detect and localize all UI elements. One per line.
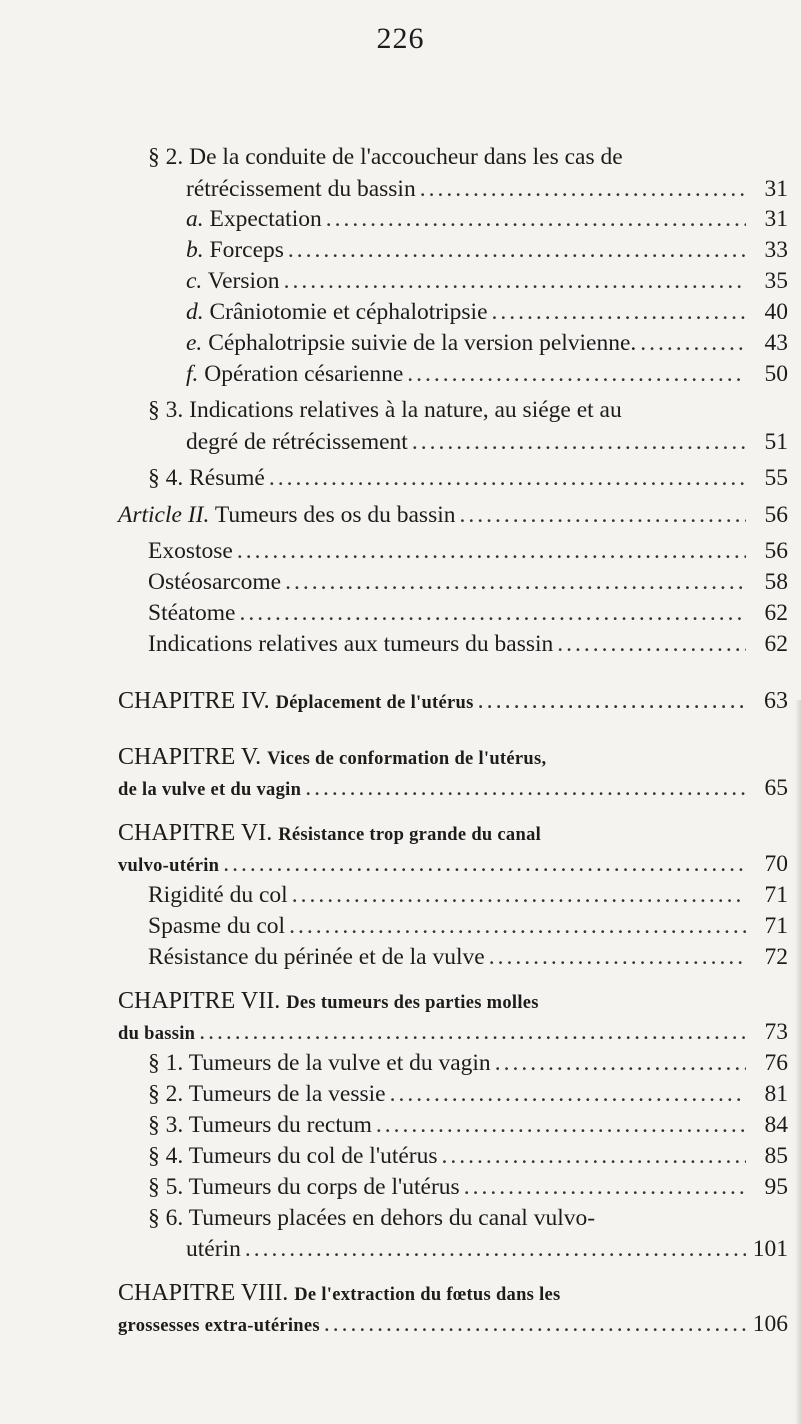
toc-entry-text: Indications relatives aux tumeurs du bassin <box>148 631 554 657</box>
toc-page-number: 62 <box>764 631 788 657</box>
toc-page-number: 33 <box>764 237 788 263</box>
leader-dots <box>420 174 746 204</box>
leader-dots <box>478 686 746 716</box>
article-label: Article II. <box>118 502 210 528</box>
toc-entry-text: Céphalotripsie suivie de la version pelvienne. <box>208 330 637 356</box>
toc-entry-osteosarcome <box>148 567 788 597</box>
leader-dots <box>288 235 746 265</box>
leader-dots <box>284 266 746 296</box>
toc-entry-text: Forceps <box>209 237 284 263</box>
leader-dots <box>557 629 746 659</box>
toc-page-number: 58 <box>764 569 788 595</box>
toc-entry-text: § 3. Tumeurs du rectum <box>148 1112 372 1138</box>
toc-entry-text: § 5. Tumeurs du corps de l'utérus <box>148 1174 460 1200</box>
toc-page-number: 56 <box>764 502 788 528</box>
toc-entry-s4 <box>148 463 788 493</box>
toc-entry-text: Ostéosarcome <box>148 569 282 595</box>
toc-chapter-4 <box>118 686 788 718</box>
toc-entry-tumeurs-2 <box>148 1079 788 1109</box>
chapter-title: Des tumeurs des parties molles <box>286 993 539 1013</box>
toc-page-number: 85 <box>764 1143 788 1169</box>
toc-entry-text: utérin <box>186 1236 241 1262</box>
toc-entry-rigidite <box>148 880 788 910</box>
toc-entry-c <box>186 266 788 296</box>
chapter-title-continued: vulvo-utérin <box>118 856 220 876</box>
toc-entry-s2-line1: § 2. De la conduite de l'accoucheur dans les cas de <box>148 144 623 170</box>
toc-entry-text: Opération césarienne <box>204 361 404 387</box>
toc-page-number: 101 <box>752 1236 788 1262</box>
chapter-title-continued: du bassin <box>118 1024 196 1044</box>
chapter-title-continued: grossesses extra-utérines <box>118 1316 320 1336</box>
toc-page-number: 50 <box>764 361 788 387</box>
toc-chapter-8 <box>118 1309 788 1341</box>
toc-entry-s3 <box>186 427 788 457</box>
leader-dots <box>464 1172 746 1202</box>
toc-entry-indications <box>148 629 788 659</box>
chapter-label: CHAPITRE VI. <box>118 820 273 846</box>
chapter-title-continued: de la vulve et du vagin <box>118 780 302 800</box>
leader-dots <box>324 1309 746 1339</box>
leader-dots <box>269 463 746 493</box>
toc-item-letter: e. <box>186 330 203 356</box>
chapter-title: Vices de conformation de l'utérus, <box>267 749 547 769</box>
toc-entry-f <box>186 359 788 389</box>
toc-entry-text: § 4. Résumé <box>148 465 265 491</box>
toc-entry-article-2 <box>118 500 788 530</box>
leader-dots <box>326 204 746 234</box>
toc-page-number: 31 <box>764 206 788 232</box>
toc-page-number: 81 <box>764 1081 788 1107</box>
chapter-title: De l'extraction du fœtus dans les <box>294 1285 561 1305</box>
toc-entry-text: § 2. Tumeurs de la vessie <box>148 1081 386 1107</box>
toc-entry-tumeurs-1 <box>148 1048 788 1078</box>
leader-dots <box>412 427 746 457</box>
toc-entry-text: Tumeurs des os du bassin <box>214 502 456 528</box>
toc-page-number: 55 <box>764 465 788 491</box>
toc-chapter-5-line1 <box>118 742 546 774</box>
toc-page-number: 63 <box>764 688 788 714</box>
toc-page-number: 70 <box>764 851 788 877</box>
toc-page-number: 95 <box>764 1174 788 1200</box>
toc-chapter-7 <box>118 1017 788 1049</box>
leader-dots <box>237 536 746 566</box>
chapter-title: Déplacement de l'utérus <box>275 693 474 713</box>
toc-entry-text: Rigidité du col <box>148 882 288 908</box>
toc-entry-text: § 4. Tumeurs du col de l'utérus <box>148 1143 438 1169</box>
toc-entry-text: Spasme du col <box>148 913 286 939</box>
leader-dots <box>245 1234 746 1264</box>
toc-item-letter: f. <box>186 361 199 387</box>
toc-entry-text: rétrécissement du bassin <box>186 176 416 202</box>
leader-dots <box>460 500 747 530</box>
toc-entry-s2 <box>186 174 788 204</box>
toc-item-letter: c. <box>186 268 203 294</box>
toc-entry-tumeurs-5 <box>148 1172 788 1202</box>
toc-entry-text: degré de rétrécissement <box>186 429 408 455</box>
leader-dots <box>223 849 746 879</box>
leader-dots <box>376 1110 746 1140</box>
leader-dots <box>489 942 746 972</box>
toc-page-number: 106 <box>752 1311 788 1337</box>
toc-entry-e <box>186 328 788 358</box>
toc-page-number: 73 <box>764 1019 788 1045</box>
toc-page-number: 84 <box>764 1112 788 1138</box>
leader-dots <box>442 1141 747 1171</box>
toc-entry-text: Version <box>207 268 280 294</box>
toc-entry-text: Résistance du périnée et de la vulve <box>148 944 485 970</box>
leader-dots <box>289 911 746 941</box>
toc-chapter-8-line1 <box>118 1278 561 1310</box>
leader-dots <box>199 1017 746 1047</box>
toc-entry-text: Stéatome <box>148 600 236 626</box>
toc-page-number: 51 <box>764 429 788 455</box>
toc-chapter-5 <box>118 773 788 805</box>
toc-page-number: 72 <box>764 944 788 970</box>
chapter-label: CHAPITRE V. <box>118 744 262 770</box>
toc-page-number: 40 <box>764 299 788 325</box>
leader-dots <box>407 359 746 389</box>
toc-entry-a <box>186 204 788 234</box>
toc-item-letter: d. <box>186 299 204 325</box>
leader-dots <box>390 1079 746 1109</box>
toc-page-number: 65 <box>764 775 788 801</box>
chapter-label: CHAPITRE IV. <box>118 688 270 714</box>
toc-item-letter: a. <box>186 206 204 232</box>
toc-item-letter: b. <box>186 237 204 263</box>
toc-entry-exostose <box>148 536 788 566</box>
toc-chapter-7-line1 <box>118 986 539 1018</box>
toc-entry-d <box>186 297 788 327</box>
toc-page-number: 35 <box>764 268 788 294</box>
chapter-label: CHAPITRE VIII. <box>118 1280 289 1306</box>
toc-entry-s3-line1: § 3. Indications relatives à la nature, au siége et au <box>148 397 622 423</box>
toc-entry-resistance <box>148 942 788 972</box>
toc-entry-tumeurs-6 <box>186 1234 788 1264</box>
toc-entry-steatome <box>148 598 788 628</box>
leader-dots <box>640 328 746 358</box>
leader-dots <box>495 1048 746 1078</box>
toc-entry-spasme <box>148 911 788 941</box>
leader-dots <box>305 773 746 803</box>
toc-page-number: 62 <box>764 600 788 626</box>
toc-page-number: 56 <box>764 538 788 564</box>
toc-chapter-6-line1 <box>118 818 541 850</box>
leader-dots <box>492 297 747 327</box>
toc-entry-tumeurs-4 <box>148 1141 788 1171</box>
toc-page-number: 71 <box>764 882 788 908</box>
toc-page-number: 31 <box>764 176 788 202</box>
page-number: 226 <box>376 22 425 55</box>
page-edge-shadow <box>795 700 801 1424</box>
toc-entry-text: § 1. Tumeurs de la vulve et du vagin <box>148 1050 491 1076</box>
toc-entry-text: Exostose <box>148 538 233 564</box>
toc-chapter-6 <box>118 849 788 881</box>
toc-page-number: 76 <box>764 1050 788 1076</box>
chapter-title: Résistance trop grande du canal <box>278 825 542 845</box>
leader-dots <box>292 880 746 910</box>
leader-dots <box>239 598 746 628</box>
toc-entry-text: Crâniotomie et céphalotripsie <box>209 299 488 325</box>
toc-page-number: 71 <box>764 913 788 939</box>
toc-entry-tumeurs-6-line1: § 6. Tumeurs placées en dehors du canal vulvo- <box>148 1205 596 1231</box>
toc-entry-tumeurs-3 <box>148 1110 788 1140</box>
toc-entry-b <box>186 235 788 265</box>
leader-dots <box>285 567 746 597</box>
chapter-label: CHAPITRE VII. <box>118 988 281 1014</box>
toc-page-number: 43 <box>764 330 788 356</box>
toc-entry-text: Expectation <box>209 206 322 232</box>
